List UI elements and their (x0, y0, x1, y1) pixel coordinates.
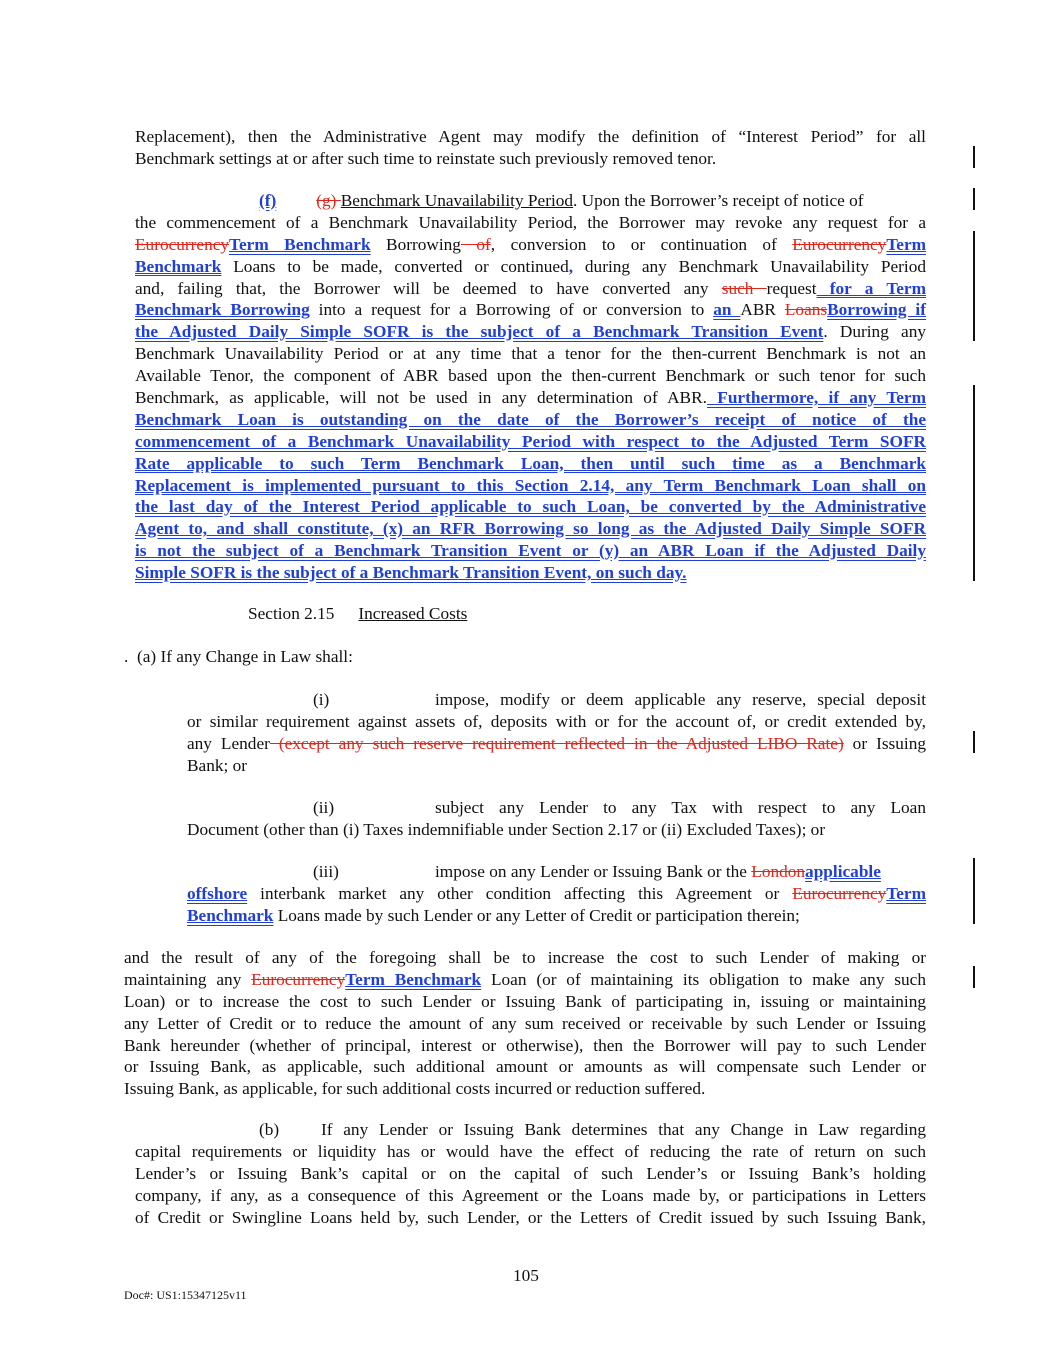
inserted-text: Replacement is implemented pursuant to this Section 2.14, any Term Benchmark Loan shall on (135, 475, 926, 495)
text-run: . Upon the Borrower’s receipt of notice of (573, 191, 864, 210)
deleted-text: of (460, 234, 491, 254)
clause-number-deleted: (g) (316, 191, 341, 210)
text-line: Lender’s or Issuing Bank’s capital or on the capital of such Lender’s or Issuing Bank’s holding (135, 1163, 926, 1183)
text-line (135, 321, 926, 343)
text-line (135, 278, 926, 300)
text-line: Document (other than (i) Taxes indemnifiable under Section 2.17 or (ii) Excluded Taxes); or (187, 819, 826, 839)
clause-number-inserted: (f) (259, 191, 277, 210)
clause-number: (iii) (313, 862, 339, 881)
text-run: or Issuing (843, 733, 926, 753)
inserted-text: Agent to, and shall constitute, (x) an RFR Borrowing so long as the Adjusted Daily Simple SOFR (135, 519, 926, 539)
text-run: Loans made by such Lender or any Letter of Credit or participation therein; (273, 905, 800, 925)
text-line: of Credit or Swingline Loans held by, such Lender, or the Letters of Credit issued by such Issuing Bank, (135, 1207, 926, 1227)
text-line: any Letter of Credit or to reduce the amount of any sum received or receivable by such Lender or Issuing (124, 1013, 926, 1033)
inserted-text: Term Benchmark (345, 969, 482, 989)
clause-number: (ii) (313, 798, 335, 817)
clause-number: (i) (313, 690, 330, 709)
text-line (187, 905, 926, 927)
inserted-text: applicable (805, 862, 881, 881)
text-line: capital requirements or liquidity has or would have the effect of reducing the rate of return on such (135, 1141, 926, 1161)
paragraph-i (187, 689, 926, 777)
text-run: , conversion to or continuation of (490, 234, 793, 254)
text-line: Benchmark settings at or after such time to reinstate such previously removed tenor. (135, 148, 717, 168)
inserted-text: offshore (187, 883, 248, 903)
inserted-text: the last day of the Interest Period applicable to such Loan, be converted by the Administrative (135, 497, 926, 517)
text-run: Loan (or of maintaining its obligation to make any such (481, 969, 926, 989)
inserted-text: is not the subject of a Benchmark Transition Event or (y) an ABR Loan if the Adjusted Daily (135, 541, 926, 561)
text-line (187, 883, 926, 905)
text-line: Replacement), then the Administrative Agent may modify the definition of “Interest Period” for all (135, 127, 926, 146)
paragraph-b (135, 1119, 926, 1228)
text-line (135, 256, 926, 278)
inserted-text: Rate applicable to such Term Benchmark Loan, then until such time as a Benchmark (135, 453, 926, 473)
text-line (135, 190, 926, 212)
inserted-text: Benchmark Loan is outstanding on the date of the Borrower’s receipt of notice of the (135, 409, 926, 429)
text-line: Benchmark Unavailability Period or at any time that a tenor for the then-current Benchmark is not an (135, 344, 926, 364)
section-heading (248, 604, 467, 624)
text-line: or Issuing Bank, as applicable, such additional amount or amounts as will compensate such Lender or (124, 1057, 926, 1077)
text-run: any Lender (187, 733, 270, 753)
inserted-text: for a Term (816, 278, 926, 298)
text-line (135, 475, 926, 497)
text-line: company, if any, as a consequence of this Agreement or the Loans made by, or participations in Letters (135, 1185, 926, 1205)
text-line (135, 518, 926, 540)
inserted-text: commencement of a Benchmark Unavailability Period with respect to the Adjusted Term SOFR (135, 431, 926, 451)
inserted-text: , (568, 256, 574, 276)
change-bar (973, 146, 975, 168)
inserted-text: Term Benchmark (229, 234, 371, 254)
paragraph-result (124, 947, 926, 1100)
text-line: or similar requirement against assets of, deposits with or for the account of, or credit extended by, (187, 711, 926, 731)
text-line (187, 689, 926, 711)
deleted-text: (except any such reserve requirement reflected in the Adjusted LIBO Rate) (269, 733, 844, 753)
change-bar (973, 231, 975, 341)
inserted-text: Simple SOFR is the subject of a Benchmark Transition Event, on such day. (135, 563, 687, 583)
deleted-text: London (751, 862, 806, 881)
text-line: and the result of any of the foregoing shall be to increase the cost to such Lender of making or (124, 948, 926, 967)
inserted-text: Benchmark Borrowing (135, 300, 310, 320)
text-line: Issuing Bank, as applicable, for such additional costs incurred or reduction suffered. (124, 1079, 706, 1099)
inserted-text: Term (886, 883, 926, 903)
text-line (135, 1119, 926, 1141)
text-run: subject any Lender to any Tax with respect to any Loan (435, 798, 926, 817)
text-run: Benchmark, as applicable, will not be used in any determination of ABR. (135, 388, 707, 408)
text-run: If any Lender or Issuing Bank determines that any Change in Law regarding (321, 1120, 926, 1139)
text-line (135, 387, 926, 409)
deleted-text: Eurocurrency (792, 234, 887, 254)
change-bar (973, 385, 975, 581)
paragraph-ii (187, 797, 926, 841)
text-line: Bank; or (187, 755, 247, 775)
text-line (135, 299, 926, 321)
paragraph-replacement (135, 126, 926, 170)
text-line (135, 453, 926, 475)
text-line (135, 409, 926, 431)
section-title: Increased Costs (358, 604, 468, 623)
text-line (187, 797, 926, 819)
text-run: Borrowing (370, 234, 461, 254)
inserted-text: Benchmark (187, 905, 274, 925)
change-bar (973, 731, 975, 753)
inserted-text: Benchmark (135, 256, 222, 276)
text-line: the commencement of a Benchmark Unavailability Period, the Borrower may revoke any request for a (135, 212, 926, 232)
text-line (187, 733, 926, 755)
paragraph-iii (187, 861, 926, 927)
text-run: request (766, 278, 817, 298)
text-run: maintaining any (124, 969, 252, 989)
text-line (135, 431, 926, 453)
text-run: interbank market any other condition affecting this Agreement or (247, 883, 793, 903)
text-run: . During any (823, 322, 926, 342)
text-line (135, 540, 926, 562)
text-line (135, 496, 926, 518)
paragraph-f (135, 190, 926, 584)
text-run: Loans to be made, converted or continued (221, 256, 569, 276)
change-bar (973, 966, 975, 988)
text-line (124, 969, 926, 991)
deleted-text: Eurocurrency (792, 883, 887, 903)
deleted-text: Eurocurrency (135, 234, 230, 254)
deleted-text: Loans (784, 300, 828, 320)
text-run: during any Benchmark Unavailability Period (573, 256, 926, 276)
inserted-text: the Adjusted Daily Simple SOFR is the subject of a Benchmark Transition Event (135, 322, 824, 342)
section-number: Section 2.15 (248, 604, 335, 623)
text-run: impose, modify or deem applicable any reserve, special deposit (435, 690, 926, 709)
text-line (187, 861, 926, 883)
text-run: ABR (740, 300, 785, 320)
inserted-text: an (713, 300, 741, 320)
deleted-text: such (721, 278, 767, 298)
text-line: Bank hereunder (whether of principal, interest or otherwise), then the Borrower will pay to such Lender (124, 1035, 926, 1055)
deleted-text: Eurocurrency (251, 969, 346, 989)
text-line (135, 234, 926, 256)
text-run: and, failing that, the Borrower will be deemed to have converted any (135, 278, 722, 298)
text-run: impose on any Lender or Issuing Bank or the (435, 862, 752, 881)
paragraph-a-intro: . (a) If any Change in Law shall: (124, 647, 353, 666)
text-line (135, 562, 926, 584)
change-bar (973, 188, 975, 210)
inserted-text: Borrowing if (827, 300, 926, 320)
inserted-text: Term (886, 234, 927, 254)
clause-number: (b) (259, 1120, 280, 1139)
text-run: into a request for a Borrowing of or conversion to (309, 300, 714, 320)
document-id: Doc#: US1:15347125v11 (124, 1288, 247, 1302)
text-line: Loan) or to increase the cost to such Lender or Issuing Bank of participating in, issuing or maintaining (124, 991, 926, 1011)
page-number: 105 (513, 1266, 539, 1285)
inserted-text: Furthermore, if any Term (706, 388, 926, 408)
change-bar (973, 858, 975, 924)
text-line: Available Tenor, the component of ABR based upon the then-current Benchmark or such tenor for such (135, 366, 926, 386)
clause-title: Benchmark Unavailability Period (340, 191, 574, 210)
